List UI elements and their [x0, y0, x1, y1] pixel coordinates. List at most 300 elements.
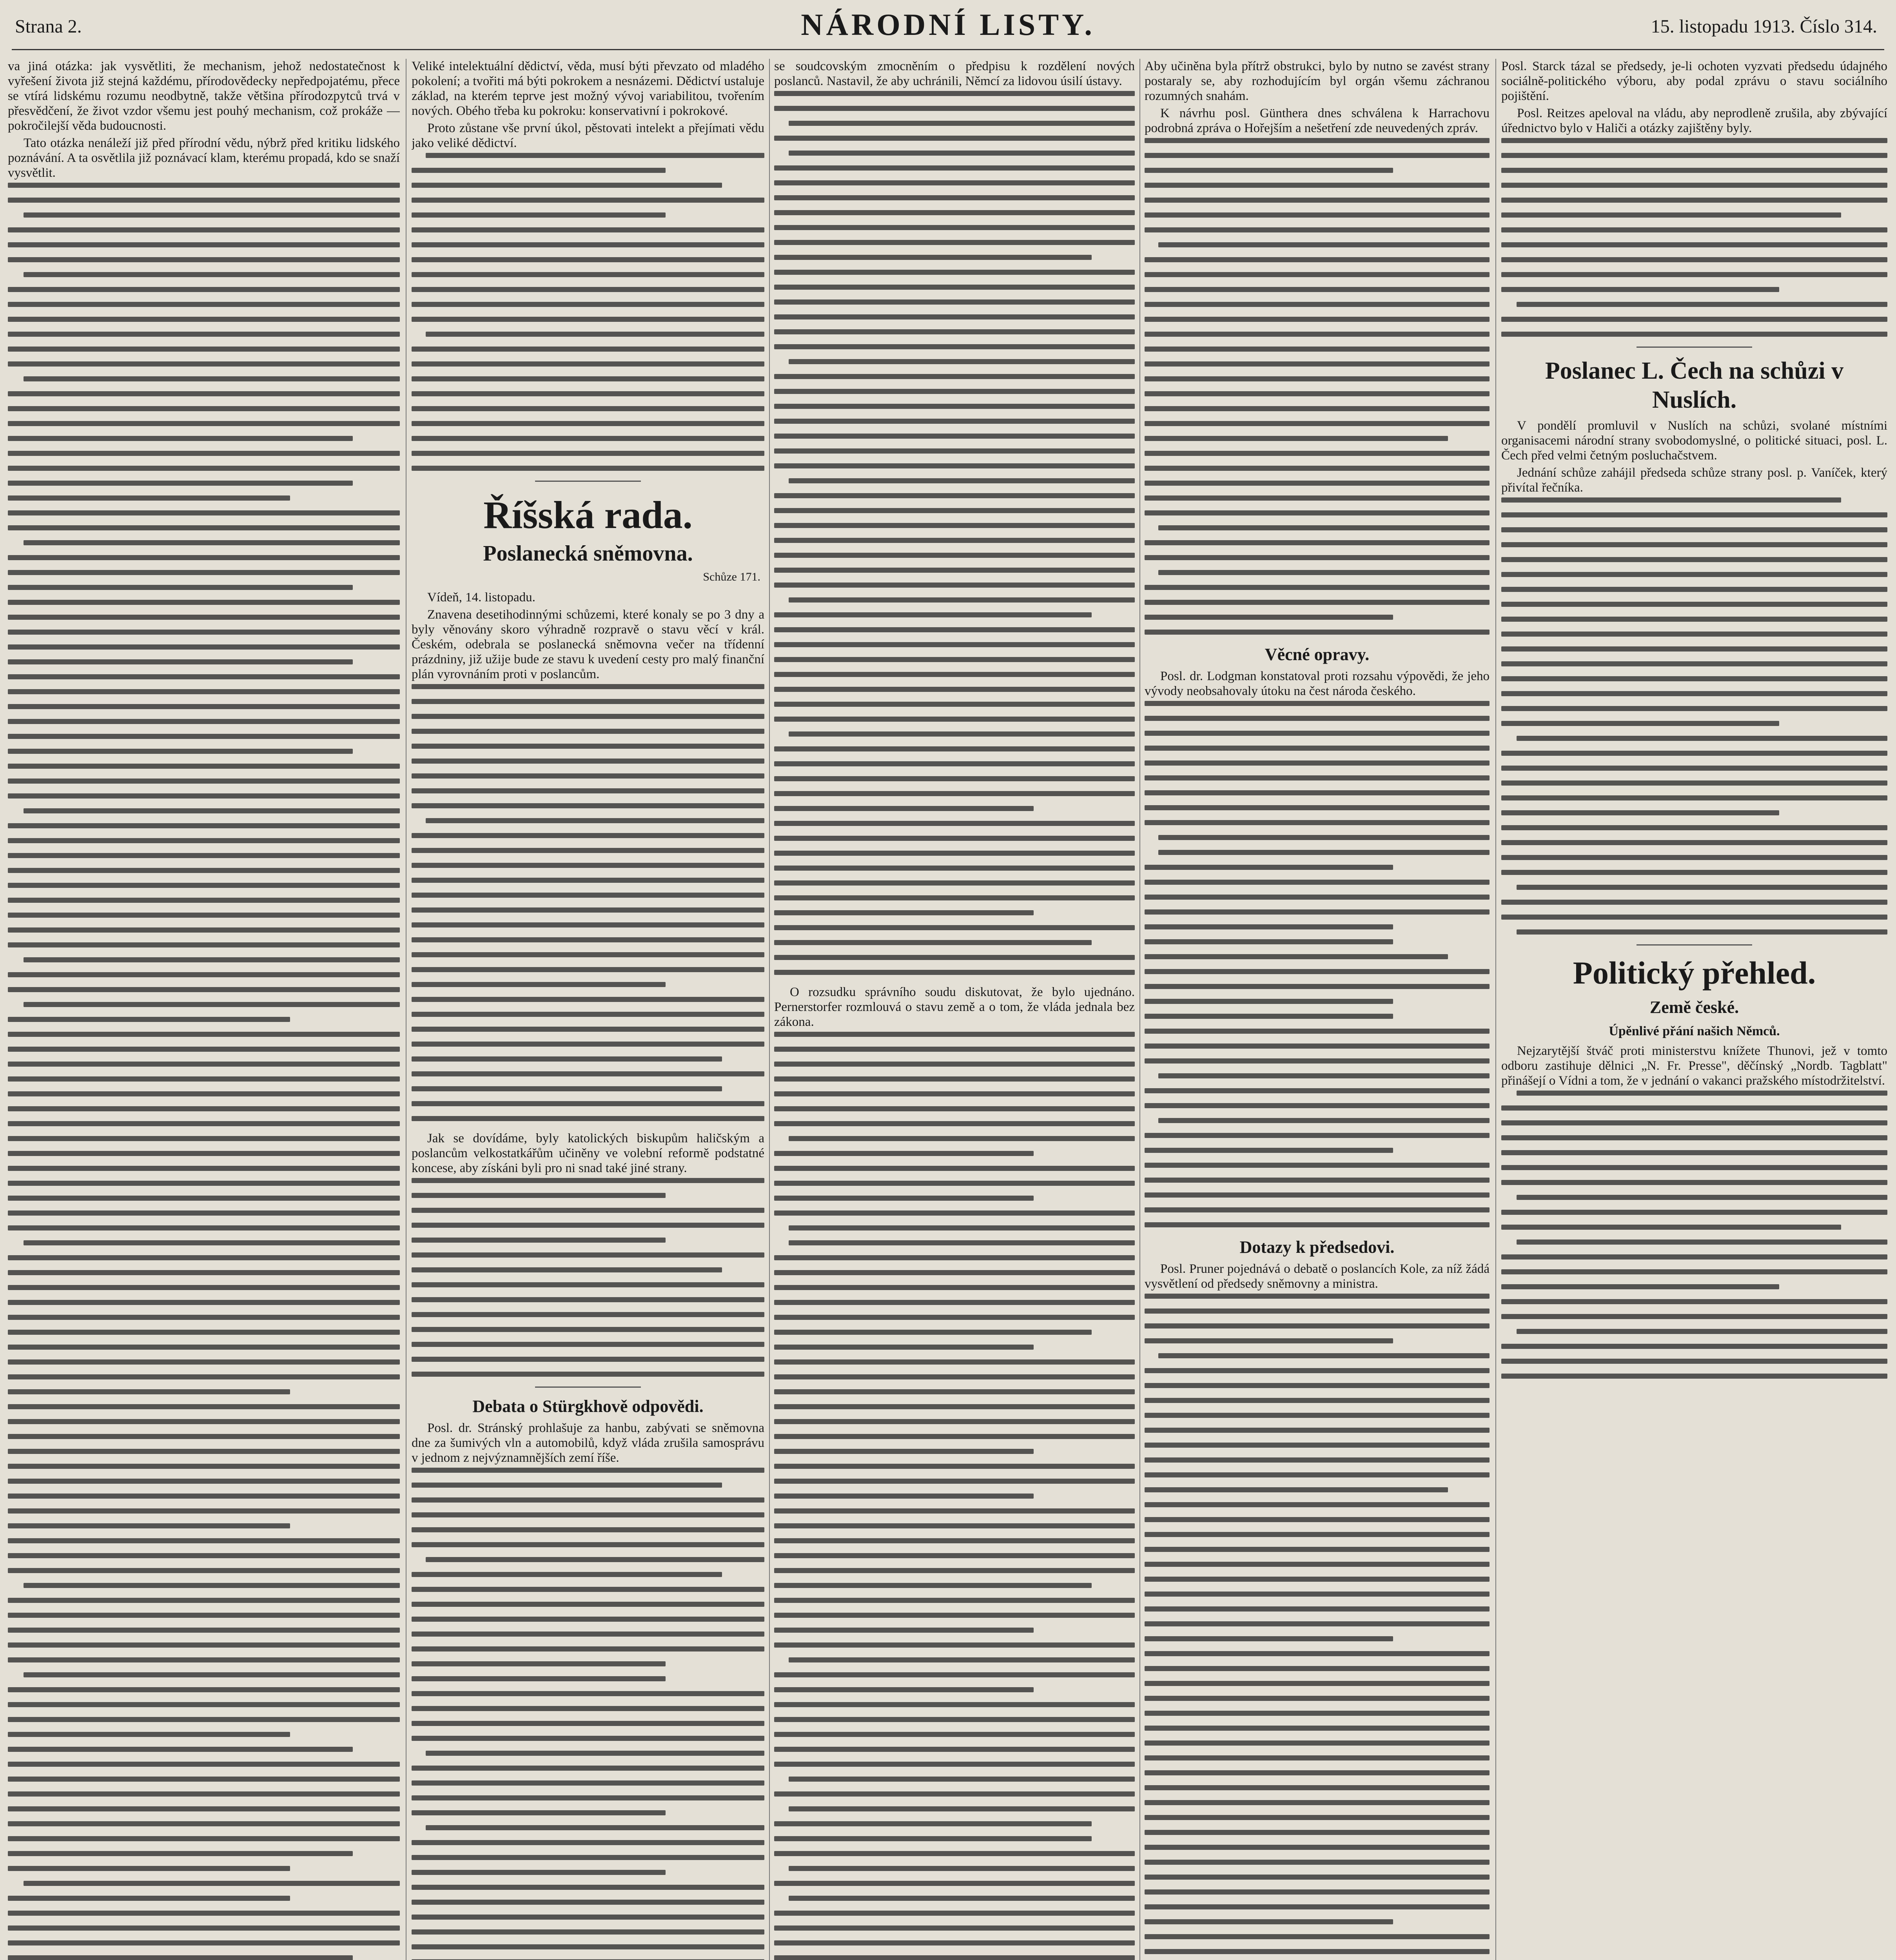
text-line: [8, 1181, 400, 1186]
text-line: [8, 1076, 400, 1082]
text-line: [8, 1151, 400, 1156]
text-line: [24, 1672, 400, 1677]
text-line: [774, 895, 1135, 900]
text-line: [1501, 212, 1841, 218]
paragraph: Posl. Starck tázal se předsedy, je-li ochoten vyzvati předsedu údajného sociálně-politického výboru, aby podal zprávu o stavu sociálního pojištění.: [1501, 59, 1887, 103]
text-line: [774, 1121, 1135, 1126]
text-line: [1501, 617, 1887, 622]
text-line: [774, 1672, 1135, 1677]
text-line: [1145, 1562, 1490, 1567]
text-line: [1501, 706, 1887, 711]
text-line: [774, 1494, 1034, 1499]
text-line: [412, 1527, 764, 1532]
issue-date: 15. listopadu 1913. Číslo 314.: [1651, 16, 1877, 37]
text-line: [1145, 1029, 1490, 1034]
text-line: [8, 257, 400, 262]
text-line: [8, 1479, 400, 1484]
text-line: [1501, 1150, 1887, 1155]
text-line: [1501, 1299, 1887, 1304]
text-line: [774, 657, 1135, 662]
text-line: [8, 1136, 400, 1141]
text-line: [412, 878, 764, 883]
text-line: [789, 121, 1135, 126]
text-line: [774, 1702, 1135, 1707]
text-line: [774, 1032, 1135, 1037]
text-line: [412, 317, 764, 322]
text-line: [1145, 1398, 1490, 1403]
text-line: [1145, 1815, 1490, 1820]
text-line: [1145, 1472, 1490, 1477]
text-line: [412, 1795, 764, 1800]
paragraph: Tato otázka nenáleží již před přírodní vědu, nýbrž před kritiku lidského poznávání. A ta osvětlila již poznávací klam, kterému propadá, kdo se snaží vysvětlit.: [8, 136, 400, 180]
text-line: [1145, 775, 1490, 780]
column-5: [1501, 59, 1887, 1960]
text-line: [774, 1836, 1092, 1841]
text-line: [8, 615, 400, 620]
text-line: [1501, 287, 1779, 292]
text-line: [774, 1553, 1135, 1558]
text-line: [774, 851, 1135, 856]
paragraph: O rozsudku správního soudu diskutovat, že bylo ujednáno. Pernerstorfer rozmlouvá o stavu země a o tom, že vláda jednala bez zákona.: [774, 985, 1135, 1029]
text-line: [789, 359, 1135, 364]
text-line: [774, 91, 1135, 96]
text-line: [426, 1557, 764, 1562]
text-line: [1501, 1135, 1887, 1140]
text-body: [1501, 497, 1887, 935]
text-line: [412, 1027, 764, 1032]
paragraph: Nejzarytější štváč proti ministerstvu knížete Thunovi, jež v tomto odboru zastihuje dělnici „N. Fr. Presse", děčínský „Nordb. Tagblatt" přinášejí o Vídni a tom, že v jednání o vakanci pražského místodržitelství.: [1501, 1044, 1887, 1088]
text-line: [8, 1508, 400, 1514]
paragraph: Posl. Pruner pojednává o debatě o poslancích Kole, za níž žádá vysvětlení od předsedy sněmovny a ministra.: [1145, 1262, 1490, 1291]
text-line: [8, 481, 353, 486]
text-line: [8, 555, 400, 560]
text-line: [1145, 227, 1490, 232]
text-line: [8, 689, 400, 694]
text-line: [774, 910, 1034, 915]
text-line: [1145, 391, 1490, 396]
text-line: [8, 1032, 400, 1037]
section-title: Politický přehled.: [1573, 955, 1816, 991]
text-line: [774, 1732, 1135, 1737]
paragraph: Jak se dovídáme, byly katolických biskupům haličským a poslancům velkostatkářům učiněny ve volební reformě podstatné koncese, aby získáni byli pro ni snad také jiné strany.: [412, 1131, 764, 1175]
text-line: [1501, 1284, 1779, 1289]
text-line: [412, 1766, 764, 1771]
text-line: [774, 1479, 1135, 1484]
text-line: [1501, 900, 1887, 905]
text-line: [412, 1483, 722, 1488]
text-line: [789, 478, 1135, 483]
text-line: [8, 525, 400, 530]
text-line: [774, 746, 1135, 751]
paragraph: Posl. Reitzes apeloval na vládu, aby neprodleně zrušila, aby zbývající úřednictvo bylo v Haliči a otázky zajištěny byly.: [1501, 106, 1887, 135]
text-line: [1158, 835, 1490, 840]
text-line: [774, 583, 1135, 588]
text-line: [774, 1374, 1135, 1379]
text-line: [1501, 646, 1887, 652]
text-line: [8, 898, 400, 903]
text-line: [412, 1944, 764, 1949]
text-line: [1145, 600, 1490, 605]
text-line: [1517, 1240, 1887, 1245]
text-line: [1145, 999, 1393, 1004]
text-line: [412, 1357, 764, 1362]
text-line: [8, 1359, 400, 1365]
text-line: [774, 568, 1135, 573]
text-line: [1501, 317, 1887, 322]
text-line: [412, 744, 764, 749]
paragraph: va jiná otázka: jak vysvětliti, že mechanism, jehož nedostatečnost k vyřešení života již stejná každému, přírodovědecky nepředpojatému, přece se vtírá lidskému rozumu neodbytně, takže většina přírodozpytců trvá v přesvědčení, že život vzdor všemu jest pouhý mechanism, což prokáže — pokročilejší věda budoucnosti.: [8, 59, 400, 133]
text-line: [774, 1210, 1135, 1216]
text-line: [412, 773, 764, 779]
text-line: [1145, 332, 1490, 337]
text-line: [774, 523, 1135, 528]
text-line: [774, 1538, 1135, 1543]
text-line: [1501, 332, 1887, 337]
text-line: [412, 1602, 764, 1607]
text-line: [412, 1327, 764, 1332]
text-line: [774, 180, 1135, 185]
text-line: [412, 1297, 764, 1302]
column-divider: [1139, 59, 1140, 1960]
text-line: [8, 1762, 400, 1767]
text-line: [1501, 632, 1887, 637]
text-line: [774, 702, 1135, 707]
text-line: [412, 466, 764, 471]
text-line: [1501, 512, 1887, 517]
text-line: [1145, 701, 1490, 706]
text-line: [8, 1851, 353, 1856]
article-title: Poslanec L. Čech na schůzi v Nuslích.: [1545, 358, 1844, 413]
text-line: [789, 151, 1135, 156]
section-separator: [535, 1387, 641, 1388]
text-line: [8, 1523, 290, 1528]
text-line: [1501, 1359, 1887, 1364]
text-line: [8, 570, 400, 575]
text-line: [8, 1911, 400, 1916]
paragraph: Znavena desetihodinnými schůzemi, které konaly se po 3 dny a byly věnovány skoro výhradně rozpravě o stavu věcí v král. Českém, odebrala se poslanecká sněmovna večer na třídenní prázdniny, již užije bude ze stavu k uvedení cesty pro malý finanční plán vyrovnáním proti v poslancům.: [412, 608, 764, 681]
text-line: [8, 1062, 400, 1067]
text-line: [774, 106, 1135, 111]
text-line: [1501, 721, 1779, 726]
text-line: [1145, 1592, 1490, 1597]
text-line: [8, 1330, 400, 1335]
text-line: [1145, 1428, 1490, 1433]
text-line: [8, 302, 400, 307]
text-line: [8, 1389, 290, 1394]
text-line: [774, 195, 1135, 200]
text-line: [1501, 1120, 1887, 1125]
text-line: [8, 1285, 400, 1290]
text-line: [8, 1657, 400, 1662]
text-line: [412, 1542, 764, 1547]
text-line: [8, 1270, 400, 1275]
text-line: [1145, 1785, 1490, 1790]
text-line: [412, 1691, 764, 1696]
text-line: [412, 1512, 764, 1517]
text-line: [1145, 615, 1393, 620]
text-line: [1501, 1180, 1887, 1185]
text-line: [1501, 542, 1887, 547]
text-line: [412, 1238, 666, 1243]
text-line: [1145, 1875, 1490, 1880]
text-line: [1145, 880, 1490, 885]
column-4: [1145, 59, 1490, 1960]
text-line: [1145, 1696, 1490, 1701]
text-line: [412, 937, 764, 942]
text-line: [774, 1881, 1135, 1886]
text-line: [1145, 1740, 1490, 1746]
text-line: [8, 391, 400, 396]
text-line: [789, 1866, 1135, 1871]
text-line: [412, 1900, 764, 1905]
text-line: [8, 1196, 400, 1201]
text-line: [8, 927, 400, 933]
text-line: [1145, 406, 1490, 411]
text-line: [1145, 1860, 1490, 1865]
text-line: [1145, 1413, 1490, 1418]
text-line: [1145, 924, 1393, 929]
text-line: [24, 1583, 400, 1588]
paragraph: Jednání schůze zahájil předseda schůze strany posl. p. Vaníček, který přivítal řečníka.: [1501, 466, 1887, 495]
text-line: [8, 779, 400, 784]
text-line: [412, 1646, 764, 1651]
text-line: [8, 823, 400, 828]
text-line: [1501, 1254, 1887, 1259]
text-line: [412, 922, 764, 927]
text-line: [1145, 1532, 1490, 1537]
text-line: [774, 404, 1135, 409]
text-line: [1145, 1502, 1490, 1507]
text-line: [8, 495, 290, 501]
text-line: [1145, 939, 1393, 944]
text-line: [412, 1372, 764, 1377]
text-line: [774, 1791, 1135, 1797]
text-line: [8, 198, 400, 203]
text-line: [1145, 1133, 1490, 1138]
text-line: [774, 1255, 1135, 1260]
text-line: [412, 759, 764, 764]
text-line: [1145, 760, 1490, 766]
text-line: [774, 1926, 1135, 1931]
text-line: [412, 1915, 764, 1920]
text-line: [774, 255, 1092, 260]
text-line: [412, 421, 764, 426]
text-line: [412, 1870, 666, 1875]
text-line: [1501, 691, 1887, 696]
text-line: [412, 1497, 764, 1503]
text-line: [8, 1687, 400, 1692]
text-line: [1145, 1919, 1393, 1924]
text-line: [412, 376, 764, 381]
text-line: [412, 1840, 764, 1845]
section-separator: [1637, 347, 1753, 348]
text-line: [774, 225, 1135, 230]
text-line: [1145, 1547, 1490, 1552]
text-line: [426, 153, 764, 158]
text-line: [774, 299, 1135, 305]
text-line: [1145, 1755, 1490, 1760]
text-line: [8, 972, 400, 977]
text-body: [1145, 1294, 1490, 1960]
text-line: [412, 1056, 722, 1062]
text-line: [1517, 302, 1887, 307]
text-line: [1145, 1383, 1490, 1388]
column-divider: [769, 59, 770, 1960]
text-line: [1145, 1577, 1490, 1582]
paragraph: Aby učiněna byla přítrž obstrukci, bylo by nutno se zavést strany postaraly se, aby rozhodujícím byl orgán všemu záchranou rozumných snahám.: [1145, 59, 1490, 103]
text-body: [1501, 1091, 1887, 1379]
text-line: [1145, 1058, 1490, 1063]
text-line: [1145, 153, 1490, 158]
text-line: [1501, 1105, 1887, 1111]
text-line: [8, 1702, 400, 1707]
text-line: [1145, 1681, 1490, 1686]
text-line: [789, 1136, 1135, 1141]
text-line: [774, 1568, 1135, 1573]
text-line: [774, 776, 1135, 781]
text-line: [1501, 272, 1887, 277]
text-line: [789, 1657, 1135, 1662]
text-line: [774, 1091, 1135, 1096]
text-line: [1501, 138, 1887, 143]
text-line: [774, 210, 1135, 215]
text-line: [8, 1732, 290, 1737]
text-line: [412, 699, 764, 704]
text-line: [774, 1523, 1135, 1528]
text-line: [24, 957, 400, 962]
text-line: [412, 436, 764, 441]
text-line: [774, 642, 1135, 647]
text-line: [774, 1628, 1034, 1633]
text-line: [8, 287, 400, 292]
text-line: [412, 361, 764, 367]
text-line: [774, 1330, 1092, 1335]
text-line: [1501, 751, 1887, 756]
text-line: [412, 893, 764, 898]
text-line: [774, 880, 1135, 886]
text-line: [1145, 585, 1490, 590]
text-line: [774, 538, 1135, 543]
text-line: [774, 1464, 1135, 1469]
text-line: [1145, 1308, 1490, 1314]
text-line: [774, 1747, 1135, 1752]
text-line: [774, 136, 1135, 141]
text-line: [8, 1940, 400, 1945]
column-3: [774, 59, 1135, 1960]
text-line: [1145, 1192, 1490, 1198]
text-line: [1145, 630, 1490, 635]
text-line: [412, 1929, 764, 1935]
text-line: [1145, 347, 1490, 352]
text-line: [1145, 1368, 1490, 1373]
text-line: [412, 406, 764, 411]
text-line: [8, 1955, 353, 1960]
text-line: [8, 421, 400, 426]
text-line: [1145, 984, 1490, 989]
text-line: [1145, 1517, 1490, 1522]
text-line: [412, 1282, 764, 1287]
text-line: [1145, 183, 1490, 188]
text-line: [1145, 481, 1490, 486]
text-line: [774, 1851, 1135, 1856]
text-line: [774, 1717, 1135, 1722]
paragraph: K návrhu posl. Günthera dnes schválena k Harrachovu podrobná zpráva o Hořejším a nešetření zde neuvedených zpráv.: [1145, 106, 1490, 135]
text-line: [412, 1042, 764, 1047]
text-line: [1501, 557, 1887, 562]
text-line: [1145, 1487, 1448, 1492]
text-line: [8, 1538, 400, 1543]
text-line: [1501, 870, 1887, 875]
text-line: [1145, 1606, 1490, 1612]
text-line: [8, 942, 400, 947]
text-line: [1145, 376, 1490, 381]
text-line: [8, 1568, 400, 1573]
text-line: [1517, 929, 1887, 935]
text-line: [1145, 540, 1490, 545]
text-line: [774, 1076, 1135, 1082]
text-line: [8, 1494, 400, 1499]
text-line: [8, 1642, 400, 1648]
text-line: [1145, 1726, 1490, 1731]
text-line: [774, 389, 1135, 394]
text-line: [774, 285, 1135, 290]
text-line: [1501, 1210, 1887, 1215]
paragraph: Proto zůstane vše první úkol, pěstovati intelekt a přejímati vědu jako veliké dědictví.: [412, 121, 764, 150]
text-line: [774, 1315, 1135, 1320]
text-line: [412, 1676, 666, 1681]
text-line: [412, 833, 764, 838]
text-line: [774, 1642, 1135, 1648]
text-line: [774, 1583, 1092, 1588]
text-line: [1501, 795, 1887, 800]
text-line: [412, 168, 666, 173]
text-body: [1501, 138, 1887, 337]
text-line: [412, 1193, 666, 1198]
text-line: [8, 734, 400, 739]
text-line: [774, 940, 1092, 945]
text-line: [8, 1315, 400, 1320]
text-line: [1145, 272, 1490, 277]
masthead-title: NÁRODNÍ LISTY.: [801, 7, 1095, 42]
text-line: [774, 806, 1034, 811]
text-line: [412, 1736, 764, 1741]
text-line: [774, 1911, 1135, 1916]
text-line: [8, 1806, 400, 1811]
text-line: [1501, 1344, 1887, 1349]
text-line: [8, 1598, 400, 1603]
text-line: [8, 1017, 290, 1022]
text-line: [789, 1777, 1135, 1782]
text-body: [412, 153, 764, 471]
text-line: [8, 704, 400, 709]
text-line: [1145, 1338, 1393, 1343]
text-line: [1145, 1949, 1490, 1954]
text-line: [774, 1955, 1135, 1960]
text-line: [8, 1121, 400, 1126]
text-line: [412, 391, 764, 396]
text-line: [8, 987, 400, 992]
text-line: [1145, 257, 1490, 262]
text-line: [774, 165, 1135, 171]
text-line: [24, 1881, 400, 1886]
text-line: [8, 719, 400, 724]
text-line: [412, 1116, 764, 1121]
text-line: [1501, 183, 1887, 188]
text-line: [412, 257, 764, 262]
text-line: [774, 1419, 1135, 1424]
text-line: [774, 270, 1135, 275]
text-line: [1145, 865, 1393, 870]
